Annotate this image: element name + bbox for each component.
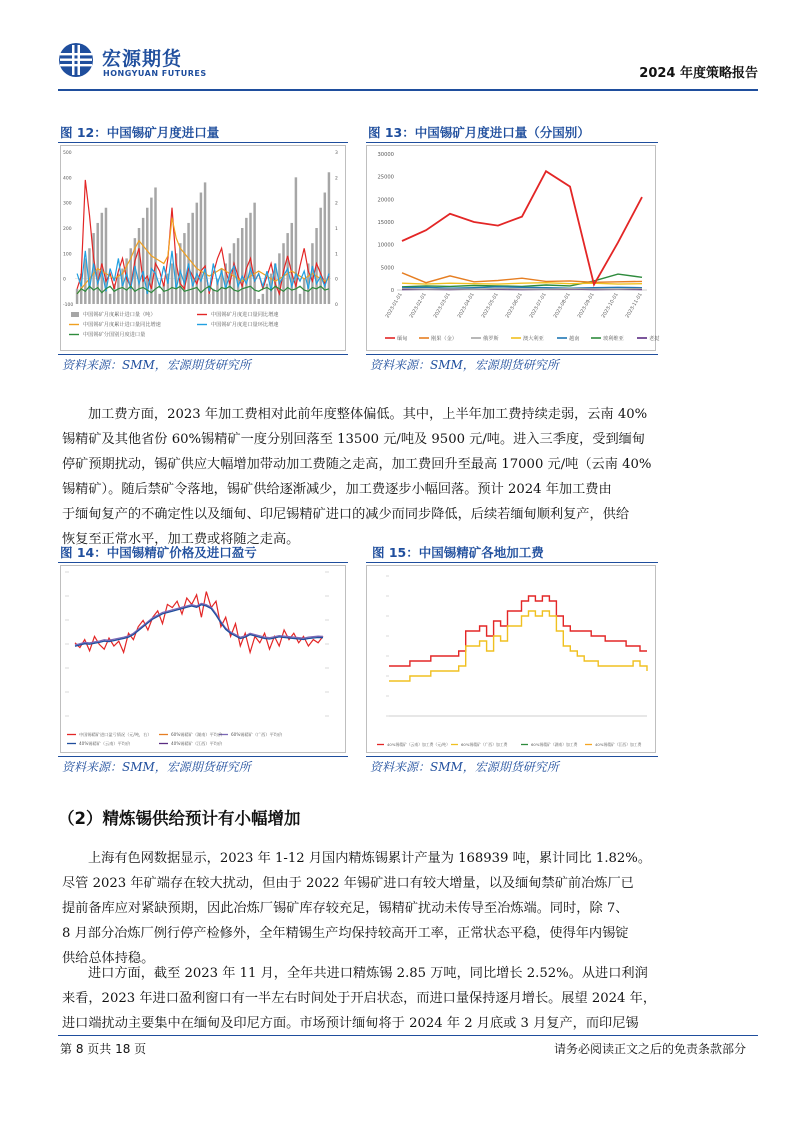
bar bbox=[212, 289, 214, 304]
paragraph-processing-fee bbox=[62, 402, 738, 552]
page-header bbox=[58, 38, 758, 88]
legend-swatch bbox=[71, 312, 79, 317]
paragraph-line: 供给总体持稳。 bbox=[62, 951, 155, 966]
x-tick-label: 2023-01-01 bbox=[385, 292, 404, 320]
x-tick-label: 2023-02-01 bbox=[409, 292, 428, 320]
bar bbox=[258, 299, 260, 304]
y-tick-label-left: 300 bbox=[63, 201, 72, 207]
y-tick-label-left: 500 bbox=[63, 151, 72, 156]
series-line bbox=[75, 603, 323, 645]
y-tick-label-right: 0 bbox=[335, 303, 338, 308]
bar bbox=[154, 187, 156, 304]
logo-text-en: HONGYUAN FUTURES bbox=[103, 69, 207, 78]
legend-label: 中国锡精矿进口盈亏情况（元/吨，右） bbox=[79, 732, 152, 737]
legend-label: 40%锡精矿（云南）平均价 bbox=[79, 741, 131, 746]
bar bbox=[291, 223, 293, 304]
paragraph-line: 来看，2023 年进口盈利窗口有一半左右时间处于开启状态，而进口量保持逐月增长。展望 2024 年， bbox=[62, 991, 657, 1006]
y-tick-label: 0 bbox=[390, 288, 394, 294]
hongyuan-logo-icon bbox=[58, 42, 94, 78]
bar bbox=[76, 289, 78, 304]
page-number: 第 8 页共 18 页 bbox=[60, 1042, 147, 1056]
paragraph-line: 进口端扰动主要集中在缅甸及印尼方面。市场预计缅甸将于 2024 年 2 月底或 3 月复产，而印尼锡 bbox=[62, 1016, 639, 1031]
bar bbox=[319, 208, 321, 304]
bar bbox=[96, 223, 98, 304]
legend-label: 缅甸 bbox=[397, 336, 408, 342]
figure-15-source: 资料来源：SMM，宏源期货研究所 bbox=[370, 760, 559, 774]
figure-13-title-rule bbox=[366, 142, 658, 143]
y-tick-label-left: 100 bbox=[63, 252, 72, 258]
figure-14-title-rule bbox=[58, 562, 348, 563]
paragraph-line: 锡精矿）。随后禁矿令落地，锡矿供给逐渐减少，加工费逐步小幅回落。预计 2024 年加工费由 bbox=[62, 482, 612, 497]
bar bbox=[233, 243, 235, 304]
report-title: 2024 年度策略报告 bbox=[639, 66, 758, 81]
legend-label: 60%锡精矿（湖南）加工费 bbox=[531, 742, 578, 747]
y-tick-label-left: 0 bbox=[63, 277, 66, 283]
figure-12-title: 图 12：中国锡矿月度进口量 bbox=[60, 125, 220, 140]
legend-label: 中国锡矿月度累计进口量同比增速 bbox=[83, 322, 161, 328]
paragraph-line: 上海有色网数据显示，2023 年 1-12 月国内精炼锡累计产量为 168939 吨，累计同比 1.82%。 bbox=[88, 851, 652, 866]
y-tick-label-right: 3 bbox=[335, 151, 338, 156]
bar bbox=[262, 294, 264, 304]
bar bbox=[183, 233, 185, 304]
x-tick-label: 2023-10-01 bbox=[601, 292, 620, 320]
paragraph-line: 加工费方面，2023 年加工费相对此前年度整体偏低。其中，上半年加工费持续走弱，云南 40% bbox=[88, 407, 648, 422]
paragraph-import bbox=[62, 961, 738, 1036]
bar bbox=[328, 172, 330, 304]
paragraph-line: 提前备库应对紧缺预期，因此冶炼厂锡矿库存较充足，锡精矿扰动未传导至冶炼端。同时，除 7、 bbox=[62, 901, 629, 916]
y-tick-label: 25000 bbox=[377, 174, 394, 181]
x-tick-label: 2023-06-01 bbox=[505, 292, 524, 320]
legend-label: 60%锡精矿（广西）平均价 bbox=[231, 732, 283, 737]
y-tick-label-left: 200 bbox=[63, 227, 72, 232]
legend-label: 中国锡矿月度进口量环比增速 bbox=[211, 322, 279, 328]
legend-label: 40%锡精矿（云南）加工费（元/吨） bbox=[387, 742, 450, 747]
footer-divider bbox=[58, 1035, 758, 1036]
legend-label: 40%锡精矿（江西）加工费 bbox=[595, 742, 642, 747]
bar bbox=[158, 294, 160, 304]
bar bbox=[245, 218, 247, 304]
figure-15-title-rule bbox=[366, 562, 658, 563]
y-tick-label-right: 0 bbox=[335, 277, 338, 283]
figure-14-svg bbox=[61, 566, 345, 752]
legend-label: 60%锡精矿（湖南）平均价 bbox=[171, 732, 223, 737]
paragraph-line: 停矿预期扰动，锡矿供应大幅增加带动加工费随之走高，加工费回升至最高 17000 元/吨（云南 40% bbox=[62, 457, 652, 472]
legend-label: 40%锡精矿（江西）平均价 bbox=[171, 741, 223, 746]
bar bbox=[241, 228, 243, 304]
bar bbox=[303, 279, 305, 304]
bar bbox=[204, 182, 206, 304]
bar bbox=[299, 294, 301, 304]
figure-12-title-rule bbox=[58, 142, 348, 143]
company-logo bbox=[58, 38, 228, 84]
bar bbox=[208, 294, 210, 304]
bar bbox=[200, 193, 202, 304]
y-tick-label-right: 2 bbox=[335, 176, 338, 182]
section-heading: （2）精炼锡供给预计有小幅增加 bbox=[58, 809, 301, 828]
x-tick-label: 2023-09-01 bbox=[577, 292, 596, 320]
legend-label: 越南 bbox=[569, 336, 580, 342]
series-line bbox=[402, 274, 642, 287]
header-divider bbox=[58, 89, 758, 91]
figure-14-chart bbox=[60, 565, 346, 753]
y-tick-label-left: 400 bbox=[63, 176, 72, 182]
figure-15-chart bbox=[366, 565, 656, 753]
paragraph-line: 锡精矿及其他省份 60%锡精矿一度分别回落至 13500 元/吨及 9500 元/吨。进入三季度，受到缅甸 bbox=[62, 432, 646, 447]
figure-12-svg bbox=[61, 146, 345, 350]
figure-14-title: 图 14：中国锡精矿价格及进口盈亏 bbox=[60, 545, 257, 560]
legend-label: 中国锡矿月度进口量同比增速 bbox=[211, 312, 279, 318]
figure-15-svg bbox=[367, 566, 655, 752]
paragraph-line: 于缅甸复产的不确定性以及缅甸、印尼锡精矿进口的减少而同步降低，后续若缅甸顺利复产，供给 bbox=[62, 507, 630, 522]
legend-label: 俄罗斯 bbox=[483, 336, 499, 342]
x-tick-label: 2023-04-01 bbox=[457, 292, 476, 320]
y-tick-label-right: 2 bbox=[335, 201, 338, 207]
figure-12-chart bbox=[60, 145, 346, 351]
y-tick-label: 20000 bbox=[377, 197, 394, 204]
legend-label: 玻利维亚 bbox=[603, 336, 624, 342]
paragraph-refined-tin-supply bbox=[62, 846, 738, 971]
x-tick-label: 2023-07-01 bbox=[529, 292, 548, 320]
figure-13-source: 资料来源：SMM，宏源期货研究所 bbox=[370, 358, 559, 372]
bar bbox=[171, 263, 173, 304]
figure-14-source: 资料来源：SMM，宏源期货研究所 bbox=[62, 760, 251, 774]
legend-label: 老挝 bbox=[649, 336, 660, 342]
bar bbox=[163, 284, 165, 304]
y-tick-label: 30000 bbox=[377, 152, 394, 158]
figure-15-source-rule bbox=[366, 756, 658, 757]
paragraph-line: 进口方面，截至 2023 年 11 月，全年共进口精炼锡 2.85 万吨，同比增长 2.52%。从进口利润 bbox=[88, 966, 648, 981]
x-tick-label: 2023-03-01 bbox=[433, 292, 452, 320]
series-line bbox=[402, 171, 642, 284]
figure-12-source: 资料来源：SMM，宏源期货研究所 bbox=[62, 358, 251, 372]
paragraph-line: 恢复至正常水平，加工费或将随之走高。 bbox=[62, 532, 300, 547]
bar bbox=[237, 238, 239, 304]
bar bbox=[191, 213, 193, 304]
legend-label: 刚果（金） bbox=[431, 336, 457, 342]
bar bbox=[138, 228, 140, 304]
logo-text-cn: 宏源期货 bbox=[102, 48, 183, 70]
figure-12-source-rule bbox=[58, 354, 348, 355]
figure-13-svg bbox=[367, 146, 660, 350]
y-tick-label-left: -100 bbox=[63, 303, 74, 308]
figure-15-title: 图 15：中国锡精矿各地加工费 bbox=[372, 545, 544, 560]
x-tick-label: 2023-11-01 bbox=[625, 292, 644, 320]
series-line bbox=[75, 592, 323, 653]
y-tick-label: 5000 bbox=[380, 265, 394, 272]
bar bbox=[101, 213, 103, 304]
y-tick-label-right: 1 bbox=[335, 252, 338, 258]
disclaimer-note: 请务必阅读正文之后的免责条款部分 bbox=[553, 1042, 746, 1056]
legend-label: 60%锡精矿（广西）加工费 bbox=[461, 742, 508, 747]
bar bbox=[142, 218, 144, 304]
paragraph-line: 尽管 2023 年矿端存在较大扰动，但由于 2022 年锡矿进口有较大增量，以及缅甸禁矿前冶炼厂已 bbox=[62, 876, 634, 891]
paragraph-line: 8 月部分冶炼厂例行停产检修外，全年精锡生产均保持较高开工率，正常状态平稳，使得年内锡锭 bbox=[62, 926, 629, 941]
y-tick-label-right: 1 bbox=[335, 227, 338, 232]
bar bbox=[266, 284, 268, 304]
x-tick-label: 2023-05-01 bbox=[481, 292, 500, 320]
bar bbox=[84, 258, 86, 304]
legend-label: 中国锡矿月度累计进口量（吨） bbox=[83, 312, 156, 318]
y-tick-label: 10000 bbox=[377, 242, 394, 249]
series-line bbox=[402, 289, 642, 290]
legend-label: 澳大利亚 bbox=[523, 336, 544, 342]
figure-13-source-rule bbox=[366, 354, 658, 355]
figure-14-source-rule bbox=[58, 756, 348, 757]
series-line bbox=[389, 611, 647, 681]
y-tick-label: 15000 bbox=[377, 220, 394, 226]
series-line bbox=[402, 283, 642, 284]
bar bbox=[109, 294, 111, 304]
figure-13-chart bbox=[366, 145, 660, 351]
series-line bbox=[389, 596, 647, 666]
figure-13-title: 图 13：中国锡矿月度进口量（分国别） bbox=[368, 125, 590, 140]
legend-label: 中国锡矿分国别月度进口量 bbox=[83, 332, 146, 338]
x-tick-label: 2023-08-01 bbox=[553, 292, 572, 320]
series-line bbox=[402, 287, 642, 288]
